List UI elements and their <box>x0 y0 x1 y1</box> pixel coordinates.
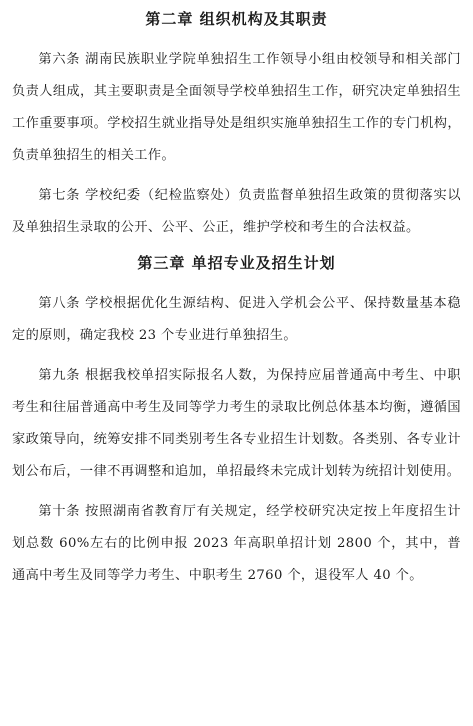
chapter-2-heading: 第二章 组织机构及其职责 <box>145 10 328 28</box>
chapter-3-heading: 第三章 单招专业及招生计划 <box>137 254 336 272</box>
article-8: 第八条 学校根据优化生源结构、促进入学机会公平、保持数量基本稳定的原则，确定我校 23 个专业进行单独招生。 <box>12 296 461 343</box>
article-7: 第七条 学校纪委（纪检监察处）负责监督单独招生政策的贯彻落实以及单独招生录取的公开、公平、公正，维护学校和考生的合法权益。 <box>12 188 461 235</box>
article-9: 第九条 根据我校单招实际报名人数，为保持应届普通高中考生、中职考生和往届普通高中考生及同等学力考生的录取比例总体基本均衡，遵循国家政策导向，统筹安排不同类别考生各专业招生计划数。各类别、各专业计划公布后，一律不再调整和追加，单招最终未完成计划转为统招计划使用。 <box>12 368 461 479</box>
article-10: 第十条 按照湖南省教育厅有关规定，经学校研究决定按上年度招生计划总数 60%左右的比例申报 2023 年高职单招计划 2800 个，其中，普通高中考生及同等学力考生、中职考生 2760 个，退役军人 40 个。 <box>12 504 461 583</box>
article-6: 第六条 湖南民族职业学院单独招生工作领导小组由校领导和相关部门负责人组成，其主要职责是全面领导学校单独招生工作，研究决定单独招生工作重要事项。学校招生就业指导处是组织实施单独招生工作的专门机构，负责单独招生的相关工作。 <box>12 52 461 163</box>
